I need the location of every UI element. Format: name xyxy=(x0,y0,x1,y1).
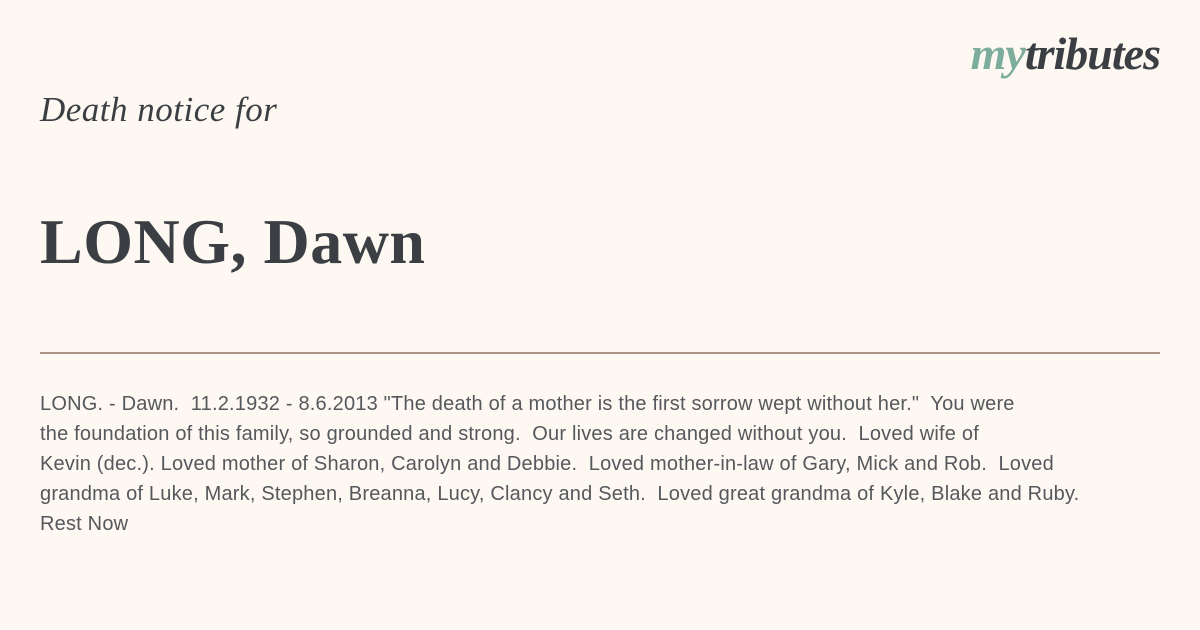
logo-prefix: my xyxy=(970,28,1025,79)
deceased-name: LONG, Dawn xyxy=(40,206,426,277)
notice-text xyxy=(40,389,1160,539)
notice-line: Kevin (dec.). Loved mother of Sharon, Carolyn and Debbie. Loved mother-in-law of Gary, Mick and Rob. Loved xyxy=(40,453,1054,475)
notice-line: grandma of Luke, Mark, Stephen, Breanna, Lucy, Clancy and Seth. Loved great grandma of Kyle, Blake and Ruby. xyxy=(40,483,1080,505)
logo-suffix: tributes xyxy=(1024,28,1160,79)
notice-line: Rest Now xyxy=(40,513,129,535)
divider xyxy=(40,352,1160,354)
notice-line: LONG. - Dawn. 11.2.1932 - 8.6.2013 "The death of a mother is the first sorrow wept without her." You were xyxy=(40,393,1015,415)
notice-line: the foundation of this family, so grounded and strong. Our lives are changed without you. Loved wife of xyxy=(40,423,979,445)
mytributes-logo xyxy=(971,29,1160,80)
death-notice-label: Death notice for xyxy=(40,90,278,129)
